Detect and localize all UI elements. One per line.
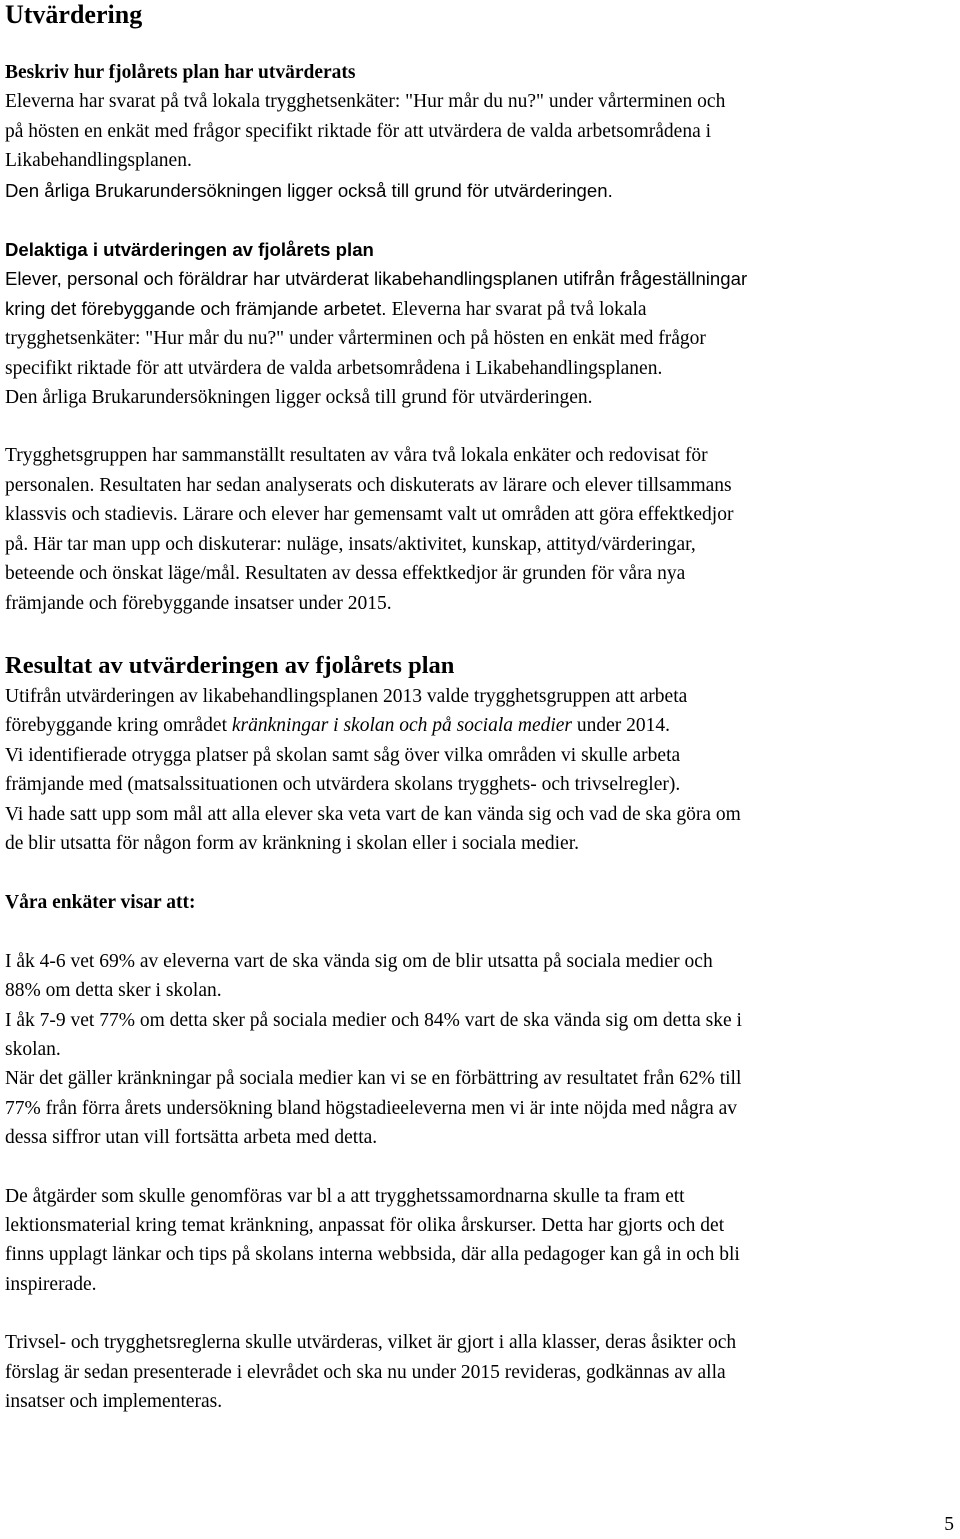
text-line: De åtgärder som skulle genomföras var bl a att trygghetssamordnarna skulle ta fram ett bbox=[5, 1185, 685, 1207]
text-line-with-italic bbox=[5, 711, 957, 740]
text-line: 88% om detta sker i skolan. bbox=[5, 980, 222, 1002]
text-line: Den årliga Brukarundersökningen ligger också till grund för utvärderingen. bbox=[5, 387, 593, 409]
text-line: lektionsmaterial kring temat kränkning, anpassat för olika årskurser. Detta har gjorts och det bbox=[5, 1215, 725, 1236]
text-line: Elever, personal och föräldrar har utvärderat likabehandlingsplanen utifrån frågeställningar bbox=[5, 268, 748, 290]
text-line: på. Här tar man upp och diskuterar: nuläge, insats/aktivitet, kunskap, attityd/värderingar, bbox=[5, 533, 696, 555]
text-line: I åk 4-6 vet 69% av eleverna vart de ska vända sig om de blir utsatta på sociala medier och bbox=[5, 950, 713, 972]
text-line: specifikt riktade för att utvärdera de valda arbetsområdena i Likabehandlingsplanen. bbox=[5, 357, 663, 379]
results-body bbox=[5, 682, 957, 858]
text-line: finns upplagt länkar och tips på skolans interna webbsida, där alla pedagoger kan gå in och bli bbox=[5, 1244, 740, 1266]
text-line bbox=[392, 299, 647, 320]
italic-phrase: kränkningar i skolan och på sociala medier bbox=[231, 715, 573, 737]
text-line: skolan. bbox=[5, 1038, 61, 1060]
spacer bbox=[5, 30, 957, 58]
spacer bbox=[5, 1153, 957, 1182]
text-line: de blir utsatta för någon form av kränkning i skolan eller i sociala medier. bbox=[5, 832, 579, 854]
text-line: förslag är sedan presenterade i elevrådet och ska nu under 2015 revideras, godkännas av alla bbox=[5, 1361, 726, 1383]
text-line: När det gäller kränkningar på sociala medier kan vi se en förbättring av resultatet från 62% till bbox=[5, 1068, 742, 1090]
spacer bbox=[5, 1299, 957, 1328]
spacer bbox=[5, 618, 957, 650]
spacer bbox=[5, 205, 957, 235]
spacer bbox=[5, 858, 957, 888]
spacer bbox=[5, 412, 957, 441]
text-line: främjande och förebyggande insatser under 2015. bbox=[5, 592, 392, 614]
text-line: beteende och önskat läge/mål. Resultaten av dessa effektkedjor är grunden för våra nya bbox=[5, 563, 686, 585]
page-heading: Utvärdering bbox=[5, 0, 143, 29]
text-line: på hösten en enkät med frågor specifikt riktade för att utvärdera de valda arbetsområdena i bbox=[5, 120, 712, 142]
text-line: insatser och implementeras. bbox=[5, 1391, 223, 1413]
results-section bbox=[5, 650, 957, 858]
survey-body bbox=[5, 947, 957, 1153]
evaluation-section bbox=[5, 58, 957, 205]
page-number: 5 bbox=[944, 1514, 954, 1535]
text-line: Vi hade satt upp som mål att alla elever ska veta vart de kan vända sig och vad de ska göra om bbox=[5, 803, 741, 825]
rules-paragraph bbox=[5, 1328, 957, 1416]
text-line: Likabehandlingsplanen. bbox=[5, 150, 192, 172]
spacer bbox=[5, 918, 957, 947]
survey-subheading: Våra enkäter visar att: bbox=[5, 892, 196, 914]
text-line: Eleverna har svarat på två lokala trygghetsenkäter: "Hur mår du nu?" under vårterminen och bbox=[5, 91, 726, 113]
evaluation-body bbox=[5, 87, 957, 175]
text-line: dessa siffror utan vill fortsätta arbeta med detta. bbox=[5, 1127, 378, 1149]
measures-paragraph bbox=[5, 1182, 957, 1300]
text-line: 77% från förra årets undersökning bland högstadieeleverna men vi är inte nöjda med några av bbox=[5, 1097, 738, 1119]
participants-body bbox=[5, 264, 957, 324]
text-line: trygghetsenkäter: "Hur mår du nu?" under vårterminen och på hösten en enkät med frågor bbox=[5, 328, 706, 350]
text-line: Trygghetsgruppen har sammanställt resultaten av våra två lokala enkäter och redovisat för bbox=[5, 445, 708, 467]
participants-subheading: Delaktiga i utvärderingen av fjolårets plan bbox=[5, 239, 374, 261]
group-paragraph bbox=[5, 441, 957, 617]
participants-section bbox=[5, 235, 957, 412]
document-page bbox=[5, 0, 957, 1416]
text-fragment: under 2014. bbox=[572, 715, 671, 737]
evaluation-subheading: Beskriv hur fjolårets plan har utvärderats bbox=[5, 62, 356, 83]
participants-serif-body bbox=[5, 324, 957, 412]
text-line-serif: Eleverna har svarat på två lokala bbox=[391, 298, 647, 320]
evaluation-sans-line: Den årliga Brukarundersökningen ligger också till grund för utvärderingen. bbox=[5, 179, 613, 201]
results-title: Resultat av utvärderingen av fjolårets plan bbox=[5, 651, 455, 679]
text-line: kring det förebyggande och främjande arbetet. bbox=[5, 297, 387, 319]
text-fragment: förebyggande kring området bbox=[5, 715, 232, 737]
text-line: personalen. Resultaten har sedan analyserats och diskuterats av lärare och elever tillsammans bbox=[5, 474, 732, 496]
text-line: Vi identifierade otrygga platser på skolan samt såg över vilka områden vi skulle arbeta bbox=[5, 744, 681, 766]
text-line: Utifrån utvärderingen av likabehandlingsplanen 2013 valde trygghetsgruppen att arbeta bbox=[5, 685, 688, 707]
text-line: I åk 7-9 vet 77% om detta sker på sociala medier och 84% vart de ska vända sig om detta ske i bbox=[5, 1009, 742, 1031]
text-line: främjande med (matsalssituationen och utvärdera skolans trygghets- och trivselregler). bbox=[5, 774, 681, 796]
text-line: inspirerade. bbox=[5, 1273, 97, 1295]
text-line: klassvis och stadievis. Lärare och elever har gemensamt valt ut områden att göra effektkedjor bbox=[5, 504, 734, 526]
survey-section bbox=[5, 888, 957, 1152]
text-line: Trivsel- och trygghetsreglerna skulle utvärderas, vilket är gjort i alla klasser, deras åsikter och bbox=[5, 1332, 737, 1354]
